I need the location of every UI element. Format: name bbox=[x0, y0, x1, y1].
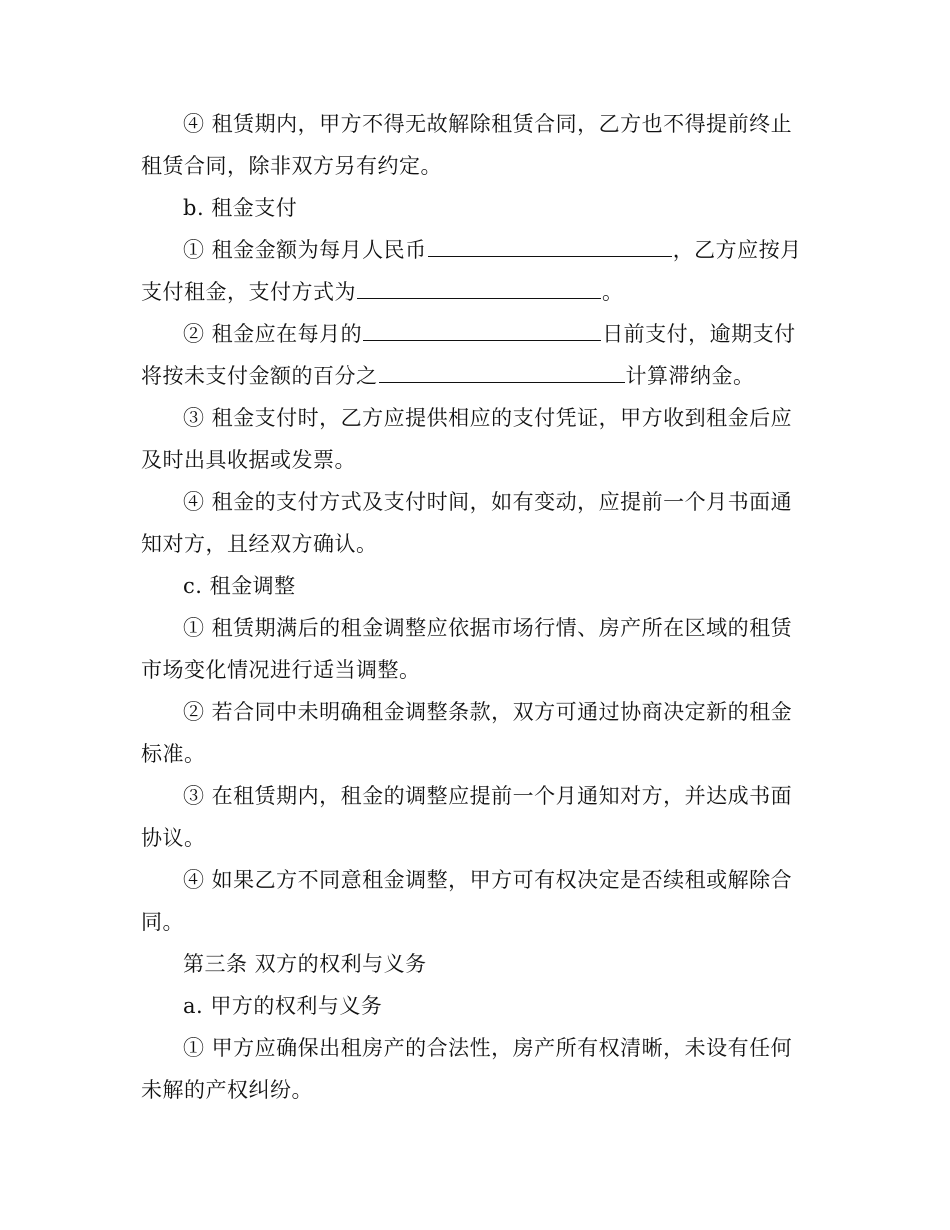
clause-rent-amount bbox=[141, 229, 803, 313]
clause-payment-receipt: ③ 租金支付时，乙方应提供相应的支付凭证，甲方收到租金后应及时出具收据或发票。 bbox=[141, 406, 793, 472]
rent-amount-blank bbox=[428, 234, 672, 257]
clause-payment-due-date bbox=[141, 313, 803, 397]
clause-text: ，乙方应按月支付租金，支付方式为 bbox=[141, 238, 802, 304]
clause-payment-change-notice: ④ 租金的支付方式及支付时间，如有变动，应提前一个月书面通知对方，且经双方确认。 bbox=[141, 490, 793, 556]
document-body bbox=[141, 103, 803, 1111]
clause-text: 日前支付，逾期支付将按未支付金额的百分之 bbox=[141, 322, 796, 388]
clause-text: 计算滞纳金。 bbox=[625, 364, 755, 388]
clause-property-legality: ① 甲方应确保出租房产的合法性，房产所有权清晰，未设有任何未解的产权纠纷。 bbox=[141, 1036, 793, 1102]
section-heading-party-a: a. 甲方的权利与义务 bbox=[183, 994, 383, 1018]
clause-adjustment-basis: ① 租赁期满后的租金调整应依据市场行情、房产所在区域的租赁市场变化情况进行适当调整。 bbox=[141, 616, 793, 682]
clause-termination-restriction: ④ 租赁期内，甲方不得无故解除租赁合同，乙方也不得提前终止租赁合同，除非双方另有约定。 bbox=[141, 112, 793, 178]
article-heading-rights-obligations: 第三条 双方的权利与义务 bbox=[183, 952, 427, 976]
clause-text: 。 bbox=[602, 280, 624, 304]
clause-adjustment-disagreement: ④ 如果乙方不同意租金调整，甲方可有权决定是否续租或解除合同。 bbox=[141, 868, 793, 934]
due-day-blank bbox=[363, 318, 601, 341]
section-heading-rent-payment: b. 租金支付 bbox=[183, 196, 298, 220]
payment-method-blank bbox=[357, 276, 601, 299]
clause-adjustment-negotiation: ② 若合同中未明确租金调整条款，双方可通过协商决定新的租金标准。 bbox=[141, 700, 793, 766]
clause-adjustment-notice: ③ 在租赁期内，租金的调整应提前一个月通知对方，并达成书面协议。 bbox=[141, 784, 793, 850]
clause-text: ② 租金应在每月的 bbox=[183, 322, 363, 346]
section-heading-rent-adjustment: c. 租金调整 bbox=[183, 574, 296, 598]
late-fee-percent-blank bbox=[379, 360, 625, 383]
clause-text: ① 租金金额为每月人民币 bbox=[183, 238, 427, 262]
